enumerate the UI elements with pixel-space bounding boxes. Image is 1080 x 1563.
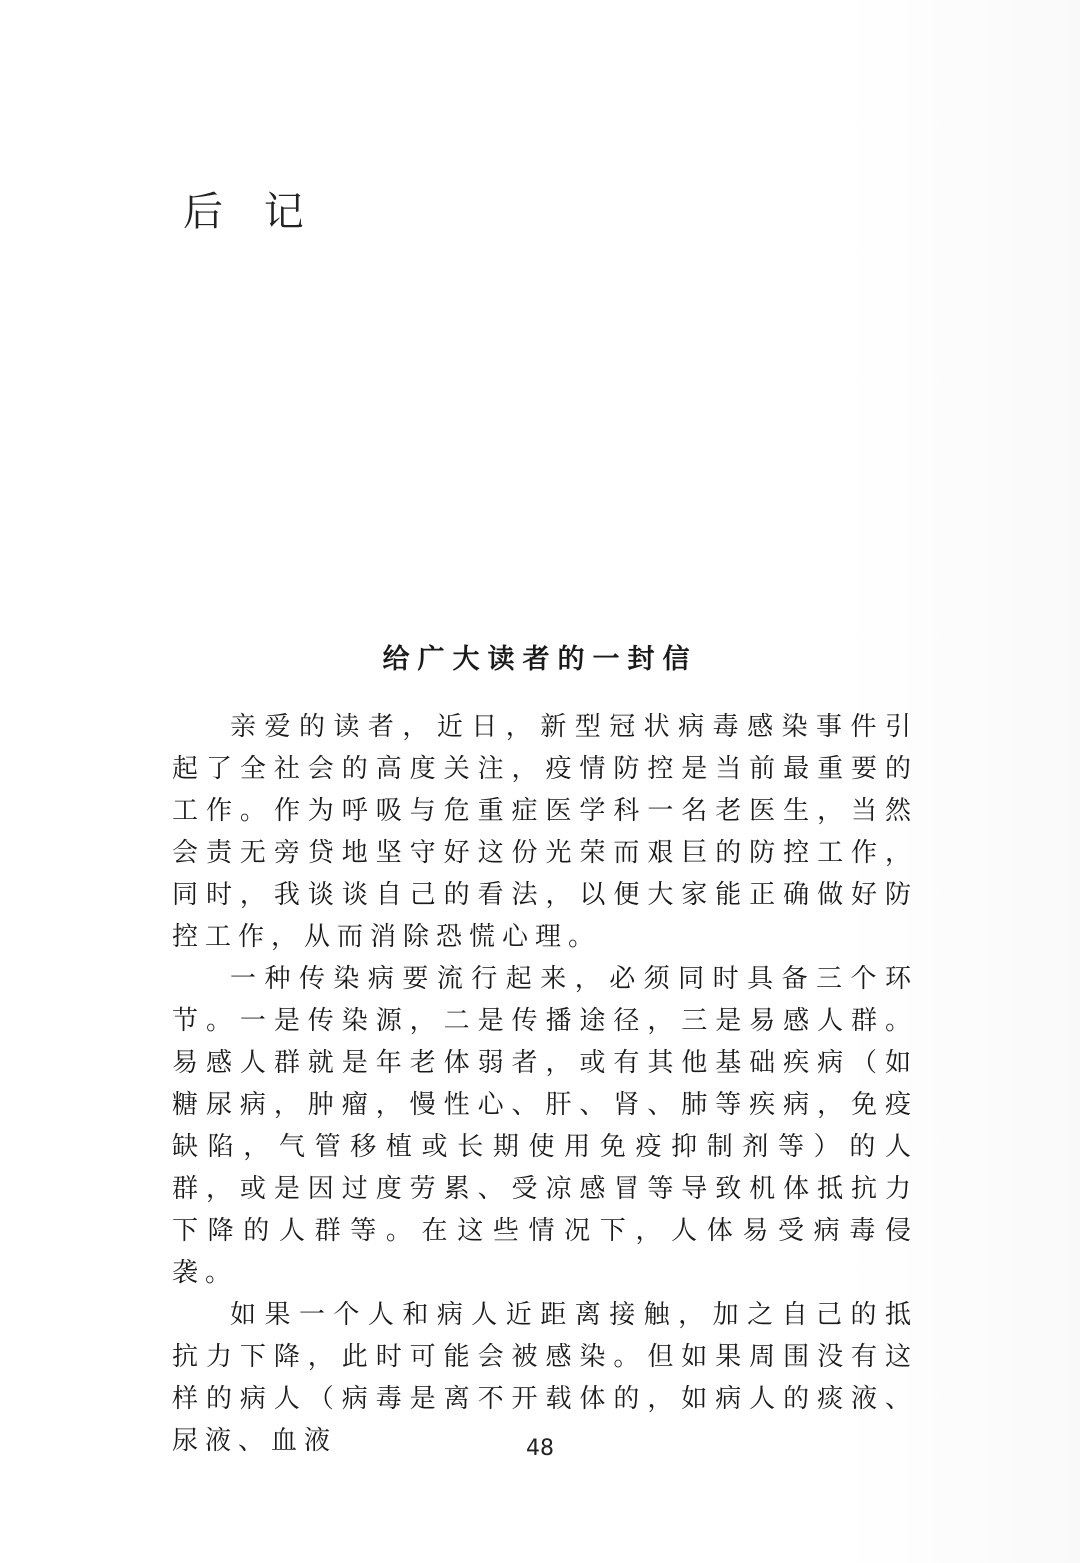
paragraph: 亲爱的读者，近日，新型冠状病毒感染事件引起了全社会的高度关注，疫情防控是当前最重要的工作。作为呼吸与危重症医学科一名老医生，当然会责无旁贷地坚守好这份光荣而艰巨的防控工作，同时，我谈谈自己的看法，以便大家能正确做好防控工作，从而消除恐慌心理。	[172, 712, 918, 952]
letter-body	[172, 706, 918, 1462]
paragraph: 一种传染病要流行起来，必须同时具备三个环节。一是传染源，二是传播途径，三是易感人群。易感人群就是年老体弱者，或有其他基础疾病（如糖尿病，肿瘤，慢性心、肝、肾、肺等疾病，免疫缺陷，气管移植或长期使用免疫抑制剂等）的人群，或是因过度劳累、受凉感冒等导致机体抵抗力下降的人群等。在这些情况下，人体易受病毒侵袭。	[172, 964, 918, 1288]
paragraph: 如果一个人和病人近距离接触，加之自己的抵抗力下降，此时可能会被感染。但如果周围没有这样的病人（病毒是离不开载体的，如病人的痰液、尿液、血液	[172, 1300, 918, 1456]
section-heading: 后 记	[183, 189, 318, 235]
letter-title: 给广大读者的一封信	[382, 644, 698, 675]
page-number: 48	[526, 1436, 554, 1461]
